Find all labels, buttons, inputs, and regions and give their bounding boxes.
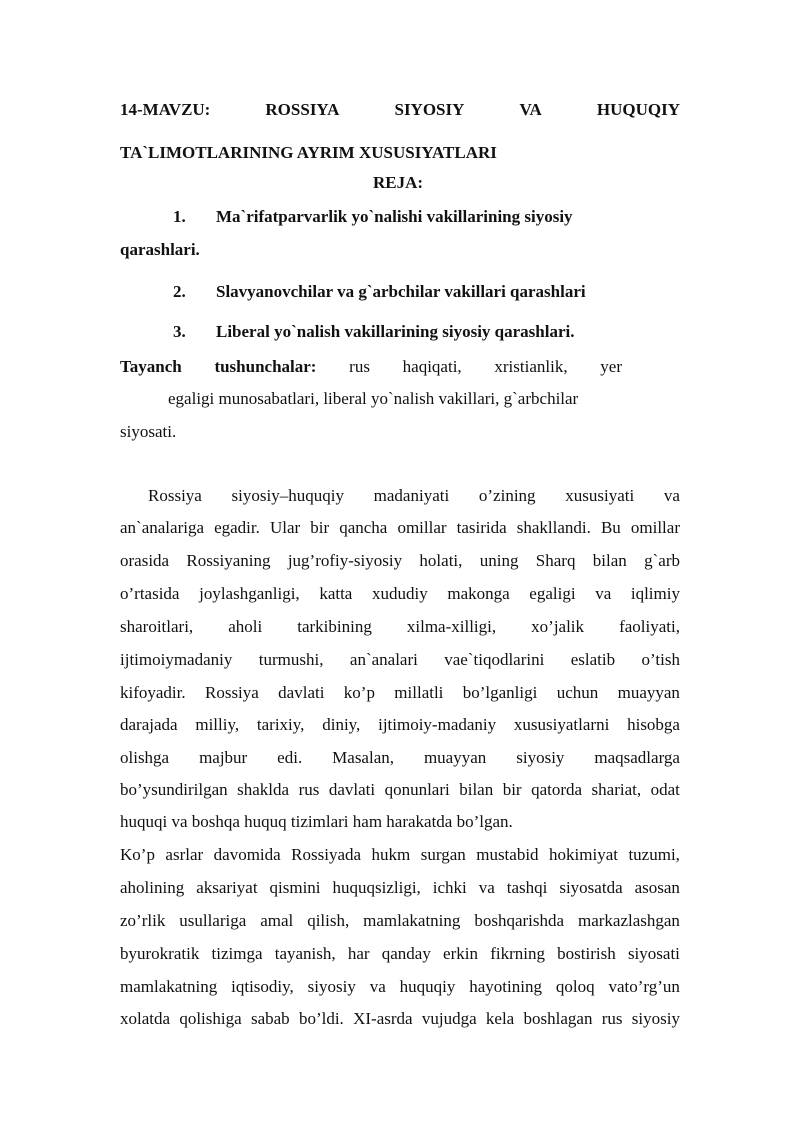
plan-item-number: 2. bbox=[173, 282, 186, 301]
key-concept-word: haqiqati, bbox=[402, 357, 462, 376]
title-line-1 bbox=[120, 100, 680, 120]
word: katta bbox=[319, 584, 353, 603]
title-word: ROSSIYA bbox=[265, 100, 340, 119]
word: faoliyati, bbox=[619, 617, 680, 636]
word: erkin bbox=[443, 944, 478, 963]
word: mamlakatning bbox=[363, 911, 461, 930]
word: sharoitlari, bbox=[120, 617, 194, 636]
word: va bbox=[595, 584, 612, 603]
word: kifoyadir. bbox=[120, 683, 186, 702]
paragraph-1-line bbox=[120, 584, 680, 604]
word: olishga bbox=[120, 748, 170, 767]
word: qatorda bbox=[531, 780, 583, 799]
word: zo’rlik bbox=[120, 911, 166, 930]
paragraph-2-line bbox=[120, 1009, 680, 1029]
plan-item-text: Slavyanovchilar va g`arbchilar vakillari qarashlari bbox=[216, 282, 586, 301]
word: hayotining bbox=[469, 977, 542, 996]
word: xo’jalik bbox=[531, 617, 585, 636]
word: darajada bbox=[120, 715, 178, 734]
key-concepts-label: tushunchalar: bbox=[214, 357, 317, 376]
word: bo’ldi. bbox=[298, 1009, 344, 1028]
word: ijtimoiymadaniy bbox=[120, 650, 233, 669]
title-word: HUQUQIY bbox=[596, 100, 680, 119]
word: tayanish, bbox=[274, 944, 336, 963]
word: tarkibining bbox=[297, 617, 372, 636]
word: sabab bbox=[250, 1009, 290, 1028]
word: edi. bbox=[277, 748, 303, 767]
word: har bbox=[347, 944, 370, 963]
word: rus bbox=[601, 1009, 623, 1028]
title-word: SIYOSIY bbox=[394, 100, 465, 119]
word: xususiyati bbox=[565, 486, 635, 505]
word: Ular bbox=[269, 518, 301, 537]
paragraph-2-line bbox=[120, 911, 680, 931]
word: bilan bbox=[592, 551, 627, 570]
word: markazlashgan bbox=[577, 911, 680, 930]
word: omillar bbox=[397, 518, 447, 537]
word: Rossiya bbox=[148, 486, 202, 505]
paragraph-1-line bbox=[120, 650, 680, 670]
paragraph-1-last-line: huquqi va boshqa huquq tizimlari ham harakatda bo’lgan. bbox=[120, 812, 513, 831]
paragraph-1-line bbox=[120, 748, 680, 768]
word: va bbox=[663, 486, 680, 505]
word: bostirish bbox=[557, 944, 616, 963]
word: aholi bbox=[228, 617, 263, 636]
paragraph-2-line bbox=[120, 845, 680, 865]
word: ichki bbox=[432, 878, 467, 897]
word: va bbox=[369, 977, 386, 996]
word: vato’rg’un bbox=[608, 977, 680, 996]
word: huquqsizligi, bbox=[332, 878, 421, 897]
word: milliy, bbox=[195, 715, 240, 734]
word: diniy, bbox=[322, 715, 361, 734]
word: xolatda bbox=[120, 1009, 171, 1028]
word: shakllandi. bbox=[516, 518, 591, 537]
word: iqlimiy bbox=[630, 584, 680, 603]
word: qoloq bbox=[555, 977, 595, 996]
paragraph-1-line bbox=[120, 518, 680, 538]
plan-heading: REJA: bbox=[373, 173, 424, 192]
word: bir bbox=[502, 780, 522, 799]
word: shariat, bbox=[591, 780, 642, 799]
key-concept-word: xristianlik, bbox=[494, 357, 568, 376]
word: davomida bbox=[213, 845, 281, 864]
word: o’rtasida bbox=[120, 584, 180, 603]
word: qilish, bbox=[307, 911, 350, 930]
word: surgan bbox=[420, 845, 466, 864]
word: egadir. bbox=[214, 518, 260, 537]
word: iqtisodiy, bbox=[231, 977, 294, 996]
word: Masalan, bbox=[332, 748, 394, 767]
word: kela bbox=[485, 1009, 515, 1028]
word: Ko’p bbox=[120, 845, 155, 864]
word: bo’lganligi bbox=[462, 683, 538, 702]
word: davlati bbox=[278, 683, 325, 702]
word: boshqarishda bbox=[474, 911, 565, 930]
word: g`arb bbox=[644, 551, 680, 570]
word: omillar bbox=[630, 518, 680, 537]
word: an`analari bbox=[349, 650, 418, 669]
paragraph-1-line bbox=[120, 780, 680, 800]
word: tarixiy, bbox=[256, 715, 305, 734]
word: fikrning bbox=[490, 944, 545, 963]
word: tuzumi, bbox=[628, 845, 680, 864]
word: usullariga bbox=[179, 911, 247, 930]
word: turmushi, bbox=[258, 650, 324, 669]
word: tizimga bbox=[211, 944, 263, 963]
word: xududiy bbox=[371, 584, 428, 603]
paragraph-1-line bbox=[120, 551, 680, 571]
word: Bu bbox=[600, 518, 621, 537]
word: bo’ysundirilgan bbox=[120, 780, 228, 799]
word: siyosiy bbox=[307, 977, 356, 996]
word: vujudga bbox=[421, 1009, 477, 1028]
paragraph-1-line bbox=[120, 617, 680, 637]
word: Rossiya bbox=[204, 683, 259, 702]
title-word: VA bbox=[519, 100, 542, 119]
word: hokimiyat bbox=[549, 845, 618, 864]
word: uning bbox=[479, 551, 519, 570]
paragraph-2-line bbox=[120, 977, 680, 997]
word: ko’p bbox=[343, 683, 375, 702]
word: va bbox=[478, 878, 495, 897]
word: aksariyat bbox=[196, 878, 258, 897]
word: tashqi bbox=[506, 878, 548, 897]
word: bir bbox=[310, 518, 330, 537]
paragraph-2-line bbox=[120, 944, 680, 964]
word: majbur bbox=[199, 748, 248, 767]
word: makonga bbox=[447, 584, 510, 603]
word: odat bbox=[650, 780, 680, 799]
word: hisobga bbox=[627, 715, 680, 734]
plan-item-text: Ma`rifatparvarlik yo`nalishi vakillarining siyosiy bbox=[216, 207, 573, 226]
word: orasida bbox=[120, 551, 170, 570]
word: Rossiyaning bbox=[186, 551, 271, 570]
word: hukm bbox=[371, 845, 411, 864]
paragraph-1-line bbox=[120, 683, 680, 703]
word: qancha bbox=[339, 518, 388, 537]
word: qonunlari bbox=[384, 780, 450, 799]
word: muayyan bbox=[423, 748, 487, 767]
word: joylashganligi, bbox=[199, 584, 300, 603]
paragraph-1-line bbox=[148, 486, 680, 506]
key-concepts-line-1 bbox=[120, 357, 622, 377]
word: davlati bbox=[328, 780, 376, 799]
key-concepts-line-3: siyosati. bbox=[120, 422, 177, 441]
word: siyosatda bbox=[559, 878, 623, 897]
plan-item-continuation: qarashlari. bbox=[120, 240, 200, 259]
word: XI-asrda bbox=[353, 1009, 413, 1028]
word: xususiyatlarni bbox=[513, 715, 610, 734]
word: shaklda bbox=[237, 780, 290, 799]
word: muayyan bbox=[617, 683, 680, 702]
plan-item-text: Liberal yo`nalish vakillarining siyosiy qarashlari. bbox=[216, 322, 575, 341]
word: o’tish bbox=[641, 650, 680, 669]
plan-item-number: 1. bbox=[173, 207, 186, 226]
word: eslatib bbox=[570, 650, 616, 669]
word: byurokratik bbox=[120, 944, 200, 963]
word: huquqiy bbox=[399, 977, 456, 996]
key-concepts-line-2: egaligi munosabatlari, liberal yo`nalish vakillari, g`arbchilar bbox=[168, 389, 579, 408]
word: rus bbox=[298, 780, 320, 799]
key-concepts-label: Tayanch bbox=[120, 357, 182, 376]
key-concept-word: yer bbox=[600, 357, 622, 376]
word: siyosiy–huquqiy bbox=[231, 486, 344, 505]
word: qolishiga bbox=[179, 1009, 242, 1028]
title-word: 14-MAVZU: bbox=[120, 100, 211, 119]
word: uchun bbox=[556, 683, 599, 702]
word: Rossiyada bbox=[291, 845, 362, 864]
word: vae`tiqodlarini bbox=[444, 650, 545, 669]
word: xilma-xilligi, bbox=[406, 617, 497, 636]
word: o’zining bbox=[478, 486, 536, 505]
plan-item-number: 3. bbox=[173, 322, 186, 341]
word: asrlar bbox=[165, 845, 204, 864]
word: tasirida bbox=[456, 518, 507, 537]
title-line-2: TA`LIMOTLARINING AYRIM XUSUSIYATLARI bbox=[120, 143, 497, 162]
word: aholining bbox=[120, 878, 185, 897]
word: egaligi bbox=[529, 584, 576, 603]
word: millatli bbox=[394, 683, 444, 702]
paragraph-1-line bbox=[120, 715, 680, 735]
word: qanday bbox=[381, 944, 431, 963]
word: maqsadlarga bbox=[594, 748, 680, 767]
word: siyosiy bbox=[631, 1009, 680, 1028]
word: boshlagan bbox=[523, 1009, 593, 1028]
word: qismini bbox=[269, 878, 321, 897]
word: jug’rofiy-siyosiy bbox=[287, 551, 403, 570]
word: siyosiy bbox=[516, 748, 565, 767]
word: madaniyati bbox=[373, 486, 450, 505]
word: ijtimoiy-madaniy bbox=[378, 715, 497, 734]
paragraph-2-line bbox=[120, 878, 680, 898]
word: asosan bbox=[634, 878, 680, 897]
word: bilan bbox=[459, 780, 494, 799]
word: holati, bbox=[419, 551, 463, 570]
word: an`analariga bbox=[120, 518, 204, 537]
word: amal bbox=[260, 911, 294, 930]
word: mamlakatning bbox=[120, 977, 218, 996]
word: siyosati bbox=[627, 944, 680, 963]
key-concept-word: rus bbox=[349, 357, 370, 376]
word: Sharq bbox=[535, 551, 576, 570]
word: mustabid bbox=[476, 845, 539, 864]
